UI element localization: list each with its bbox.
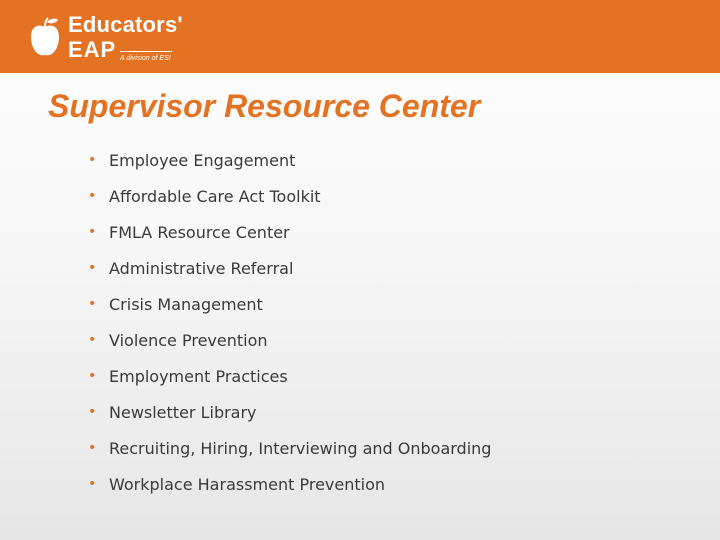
logo-tagline: A division of ESI (120, 55, 171, 62)
list-item-violence-prevention[interactable] (88, 322, 491, 358)
list-item-crisis-management[interactable] (88, 286, 491, 322)
bullet-icon: • (88, 404, 97, 420)
list-item-label: Violence Prevention (109, 330, 268, 350)
list-item-label: Newsletter Library (109, 402, 257, 422)
list-item-newsletter-library[interactable] (88, 394, 491, 430)
list-item-label: Recruiting, Hiring, Interviewing and Onboarding (109, 438, 492, 458)
bullet-icon: • (88, 368, 97, 384)
bullet-icon: • (88, 188, 97, 204)
list-item-label: Crisis Management (109, 294, 263, 314)
list-item-employment-practices[interactable] (88, 358, 491, 394)
list-item-label: Employee Engagement (109, 150, 296, 170)
list-item-label: Employment Practices (109, 366, 288, 386)
list-item-label: Affordable Care Act Toolkit (109, 186, 321, 206)
logo-divider (120, 51, 172, 52)
list-item-employee-engagement[interactable] (88, 142, 491, 178)
list-item-recruiting-hiring[interactable] (88, 430, 491, 466)
list-item-workplace-harassment-prevention[interactable] (88, 466, 491, 502)
resource-list (88, 142, 491, 502)
list-item-label: FMLA Resource Center (109, 222, 290, 242)
bullet-icon: • (88, 152, 97, 168)
bullet-icon: • (88, 440, 97, 456)
header-bar (0, 0, 720, 73)
bullet-icon: • (88, 260, 97, 276)
bullet-icon: • (88, 296, 97, 312)
bullet-icon: • (88, 332, 97, 348)
list-item-aca-toolkit[interactable] (88, 178, 491, 214)
list-item-administrative-referral[interactable] (88, 250, 491, 286)
list-item-fmla-resource-center[interactable] (88, 214, 491, 250)
list-item-label: Administrative Referral (109, 258, 294, 278)
bullet-icon: • (88, 476, 97, 492)
bullet-icon: • (88, 224, 97, 240)
apple-icon (28, 15, 62, 59)
logo-name-line1: Educators' (68, 12, 183, 37)
logo-name-line2: EAP (68, 37, 117, 62)
list-item-label: Workplace Harassment Prevention (109, 474, 386, 494)
educators-eap-logo[interactable] (28, 10, 188, 66)
page-title: Supervisor Resource Center (48, 88, 481, 124)
